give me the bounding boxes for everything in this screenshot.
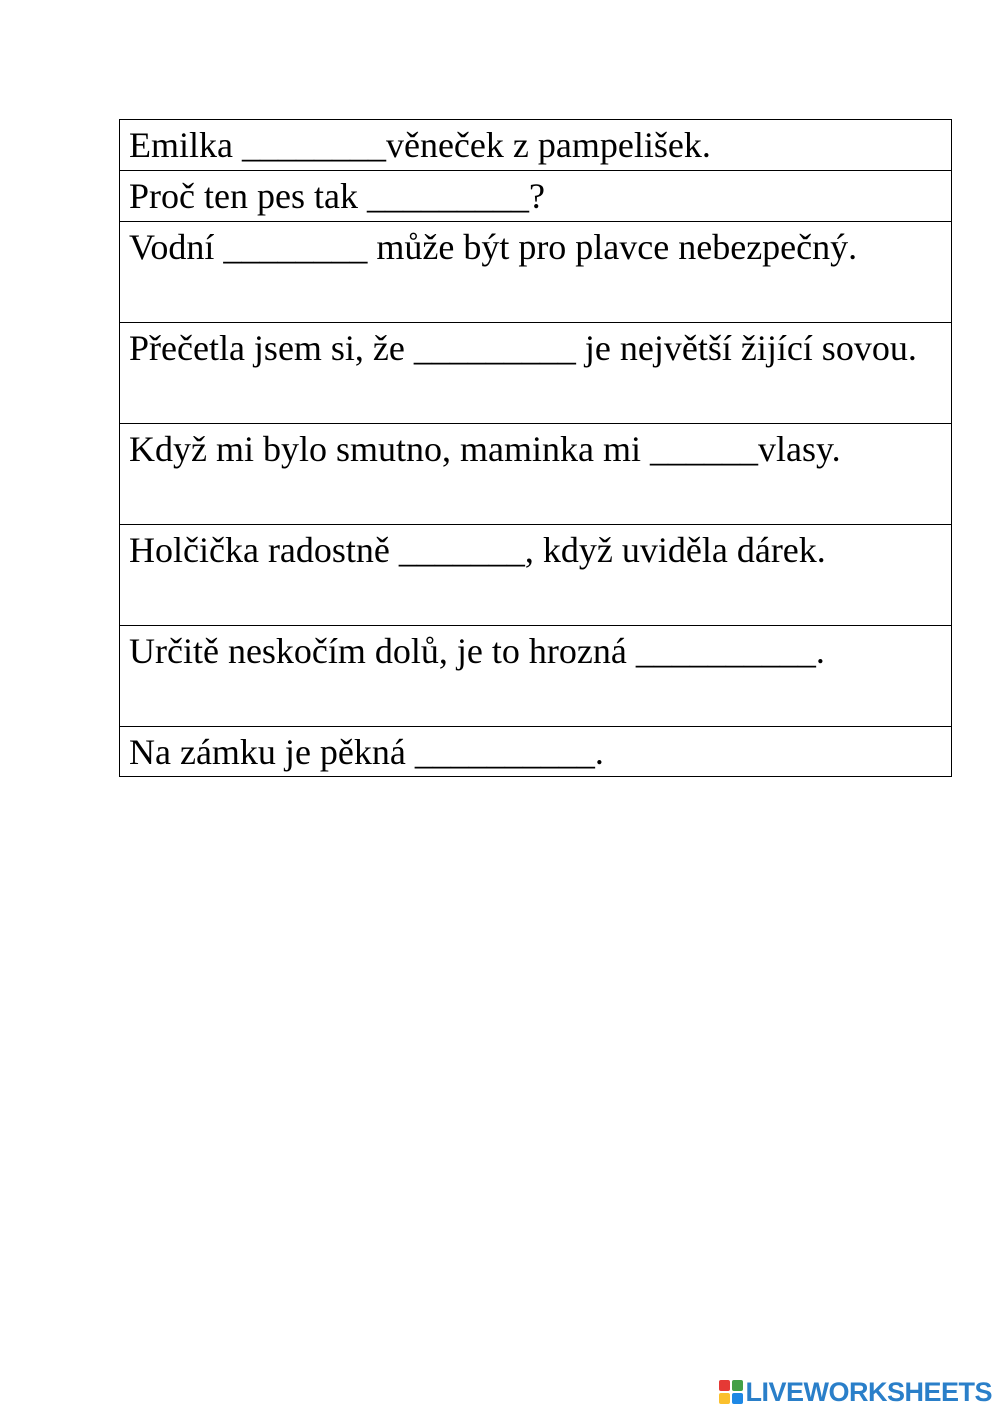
watermark-brand-text: LIVEWORKSHEETS — [745, 1376, 992, 1407]
sentence-cell — [120, 525, 952, 626]
sentence-row — [120, 222, 952, 323]
sentence-cell — [120, 424, 952, 525]
sentence-text: Když mi bylo smutno, maminka mi ______vlasy. — [129, 429, 841, 469]
sentence-cell — [120, 222, 952, 323]
sentence-row — [120, 424, 952, 525]
sentence-text: Vodní ________ může být pro plavce nebezpečný. — [129, 227, 858, 267]
sentence-text: Určitě neskočím dolů, je to hrozná __________. — [129, 631, 825, 671]
sentence-text: Na zámku je pěkná __________. — [129, 732, 604, 772]
sentence-cell — [120, 120, 952, 171]
sentence-cell — [120, 171, 952, 222]
sentence-cell — [120, 727, 952, 777]
sentence-row — [120, 525, 952, 626]
sentence-text: Holčička radostně _______, když uviděla dárek. — [129, 530, 826, 570]
sentence-text: Přečetla jsem si, že _________ je největší žijící sovou. — [129, 328, 917, 368]
sentence-row — [120, 171, 952, 222]
sentence-cell — [120, 626, 952, 727]
sentence-cell — [120, 323, 952, 424]
fill-in-sentences-table — [119, 119, 952, 777]
sentence-row — [120, 120, 952, 171]
sentence-text: Emilka ________věneček z pampelišek. — [129, 125, 711, 165]
sentence-row — [120, 323, 952, 424]
sentence-text: Proč ten pes tak _________? — [129, 176, 545, 216]
liveworksheets-logo-icon — [719, 1380, 743, 1404]
sentence-row — [120, 626, 952, 727]
sentence-row — [120, 727, 952, 777]
liveworksheets-watermark — [719, 1377, 992, 1407]
